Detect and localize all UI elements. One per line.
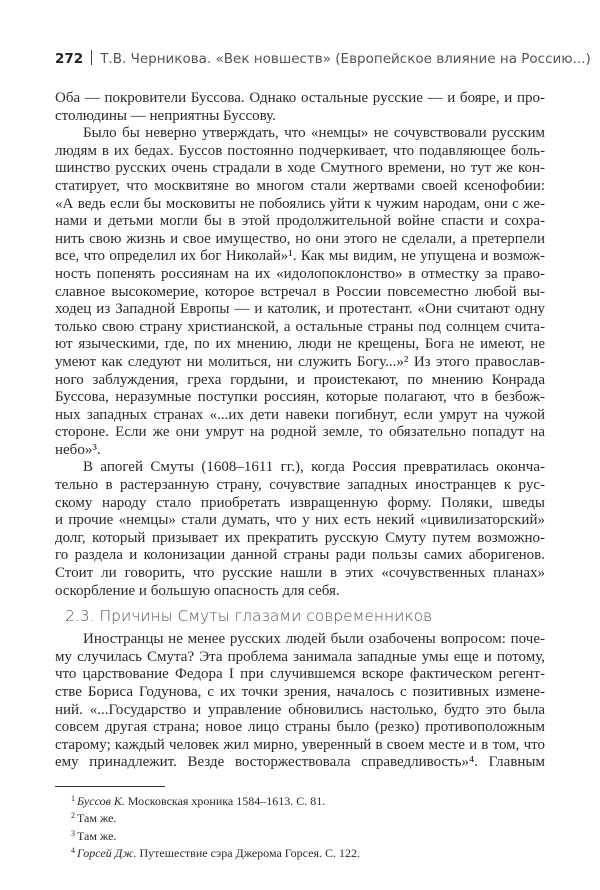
text-line: оскорбление и большую опасность для себя. (55, 582, 340, 599)
text-line: что царствование Федора I при случившемся вскоре фактическом регент- (55, 666, 545, 683)
text-line: ют языческими, где, по их мнению, люди не крещены, Бога не имеют, не (55, 336, 545, 353)
footnote-number: 2 (71, 811, 75, 821)
section-text-2 (55, 631, 545, 772)
page-number: 272 (55, 51, 84, 67)
text-line: «А ведь если бы московиты не побоялись уйти к чужим народам, они с же- (55, 195, 545, 212)
text-line: го раздела и колонизации данной страны ради пользы самих аборигенов. (55, 547, 545, 564)
text-line: долг, который призывает их прекратить русскую Смуту путем возможно- (55, 529, 545, 546)
text-line: му случилась Смута? Эта проблема занимала западные умы еще и потому, (55, 648, 545, 665)
footnote (55, 793, 545, 811)
text-line: все, что определил их бог Николай»¹. Как мы видим, не упущена и возмож- (55, 248, 545, 265)
footnote-text: Там же. (77, 811, 117, 826)
text-line: В апогей Смуты (1608–1611 гг.), когда Россия превратилась оконча- (83, 459, 545, 476)
footnote-text: Московская хроника 1584–1613. С. 81. (124, 793, 326, 808)
footnote (55, 810, 545, 828)
text-line: и прочие «немцы» стали думать, что у них есть некий «цивилизаторский» (55, 512, 545, 529)
page-body (55, 90, 545, 863)
text-line: нами и детьми могли бы в этой продолжительной войне спасти и сохра- (55, 213, 545, 230)
footnote-rule (55, 786, 165, 787)
text-line: Было бы неверно утверждать, что «немцы» не сочувствовали русским (83, 125, 545, 142)
text-line: нить свою жизнь и свое имущество, но они этого не сделали, а претерпели (55, 230, 545, 247)
text-line: старому; каждый человек жил мирно, уверенный в своем месте и в том, что (55, 736, 545, 753)
text-line: умеют как следуют ни молиться, ни служить Богу...»² Из этого православ- (55, 353, 545, 370)
footnote-text: Путешествие сэра Джерома Горсея. С. 122. (136, 846, 360, 861)
footnote-author: Буссов К. (77, 793, 125, 808)
text-line: ность попенять россиянам на их «идолопоклонство» в отместку за право- (55, 265, 545, 282)
text-line: ного заблуждения, греха гордыни, и проистекают, по мнению Конрада (55, 371, 545, 388)
section-text-1 (55, 90, 545, 600)
running-title: Т.В. Черникова. «Век новшеств» (Европейское влияние на Россию...) (100, 51, 591, 67)
text-line: Иностранцы не менее русских людей были озабочены вопросом: поче- (83, 631, 545, 648)
text-line: совсем другая страна; новое лицо страны было (резко) противоположным (55, 719, 545, 736)
footnote (55, 828, 545, 846)
footnotes (55, 793, 545, 863)
text-line: только свою страну христианской, а остальные страны под солнцем счита- (55, 318, 545, 335)
footnote (55, 845, 545, 863)
footnote-author: Горсей Дж. (77, 846, 137, 861)
text-line: Стоит ли говорить, что русские нашли в этих «сочувственных планах» (55, 565, 545, 582)
section-heading: 2.3. Причины Смуты глазами современников (65, 607, 433, 626)
text-line: Оба — покровители Буссова. Однако остальные русские — и бояре, и про- (55, 90, 545, 106)
text-line: ходец из Западной Европы — и католик, и протестант. «Они считают одну (55, 301, 545, 318)
running-header (55, 50, 591, 67)
text-line: стороне. Если же они умрут на родной земле, то обязательно попадут на (55, 424, 545, 441)
footnote-number: 3 (71, 828, 75, 838)
text-line: людям в их бедах. Буссов постоянно подчеркивает, что подавляющее боль- (55, 142, 545, 159)
text-line: статирует, что москвитяне во многом стали жертвами своей ксенофобии: (55, 177, 545, 194)
text-line: славное высокомерие, которое встречал в России повсеместно любой вы- (55, 283, 545, 300)
footnote-text: Там же. (77, 828, 117, 843)
text-line: стве Бориса Годунова, с их точки зрения, началось с позитивных измене- (55, 684, 545, 700)
text-line: столюдины — неприятны Буссову. (55, 107, 276, 124)
text-line: ний. «...Государство и управление обновились настолько, будто это была (55, 701, 545, 718)
text-line: Буссова, неразумные поступки россиян, которые полагают, что в безбож- (55, 389, 545, 406)
text-line: скому народу стало приобретать извращенную форму. Поляки, шведы (55, 494, 545, 511)
header-divider (91, 50, 92, 65)
text-line: тельно в растерзанную страну, сочувствие западных иностранцев к рус- (55, 477, 545, 494)
footnote-number: 4 (71, 846, 75, 856)
footnote-number: 1 (71, 793, 75, 803)
text-line: ных западных странах «...их дети навеки погибнут, если умрут на чужой (55, 406, 545, 423)
text-line: шинство русских очень страдали в ходе Смутного времени, но тут же кон- (55, 160, 545, 177)
text-line: ему принадлежит. Везде восторжествовала справедливость»⁴. Главным (55, 754, 545, 771)
text-line: небо»³. (55, 441, 101, 458)
